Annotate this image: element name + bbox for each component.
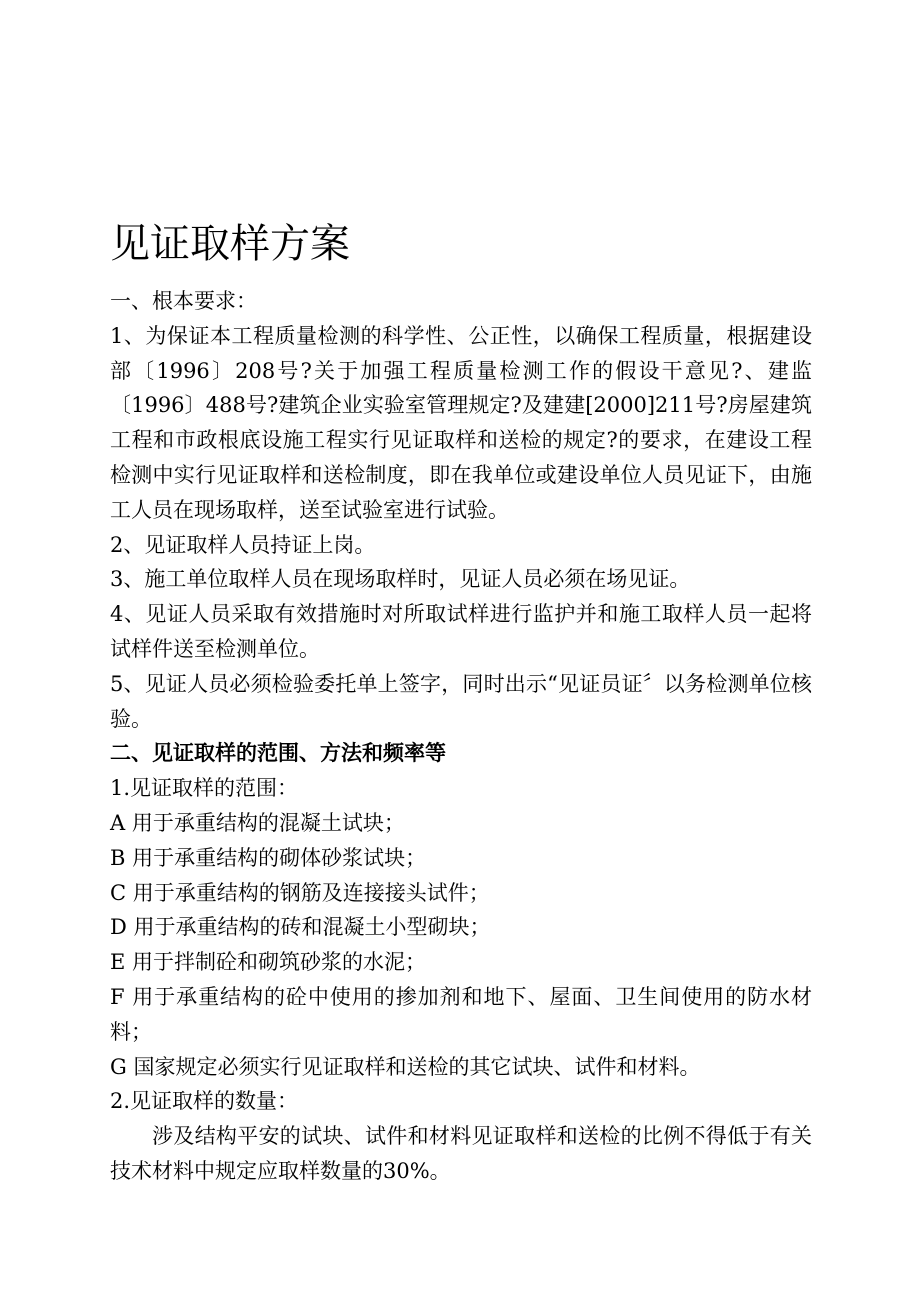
scope-item-a: A 用于承重结构的混凝土试块； [110,810,405,835]
scope-item-e: E 用于拌制砼和砌筑砂浆的水泥； [110,950,427,975]
scope-item-g: G 国家规定必须实行见证取样和送检的其它试块、试件和材料。 [110,1054,701,1079]
requirement-item-5: 5、见证人员必须检验委托单上签字，同时出示“见证员证〞以务检测单位核验。 [110,671,812,731]
scope-heading: 1.见证取样的范围： [110,776,299,801]
scope-item-b: B 用于承重结构的砌体砂浆试块； [110,845,427,870]
quantity-heading: 2.见证取样的数量： [110,1089,299,1114]
scope-item-c: C 用于承重结构的钢筋及连接接头试件； [110,880,490,905]
section1-heading: 一、根本要求： [110,289,257,313]
requirement-item-2: 2、见证取样人员持证上岗。 [110,532,376,557]
document-title: 见证取样方案 [110,221,350,267]
document-page [110,0,812,1302]
section2-heading: 二、见证取样的范围、方法和频率等 [110,740,446,766]
scope-item-d: D 用于承重结构的砖和混凝土小型砌块； [110,915,491,940]
quantity-text: 涉及结构平安的试块、试件和材料见证取样和送检的比例不得低于有关技术材料中规定应取样数量的30%。 [110,1124,812,1183]
requirement-item-1: 1、为保证本工程质量检测的科学性、公正性，以确保工程质量，根据建设部〔1996〕208号?关于加强工程质量检测工作的假设干意见?、建监〔1996〕488号?建筑企业实验室管理规定?及建建[2000]211号?房屋建筑工程和市政根底设施工程实行见证取样和送检的规定?的要求，在建设工程检测中实行见证取样和送检制度，即在我单位或建设单位人员见证下，由施工人员在现场取样，送至试验室进行试验。 [110,323,812,522]
requirement-item-4: 4、见证人员采取有效措施时对所取试样进行监护并和施工取样人员一起将试样件送至检测单位。 [110,602,812,661]
document-body [110,284,812,1189]
requirement-item-3: 3、施工单位取样人员在现场取样时，见证人员必须在场见证。 [110,567,691,592]
scope-item-f: F 用于承重结构的砼中使用的掺加剂和地下、屋面、卫生间使用的防水材料； [110,984,812,1044]
